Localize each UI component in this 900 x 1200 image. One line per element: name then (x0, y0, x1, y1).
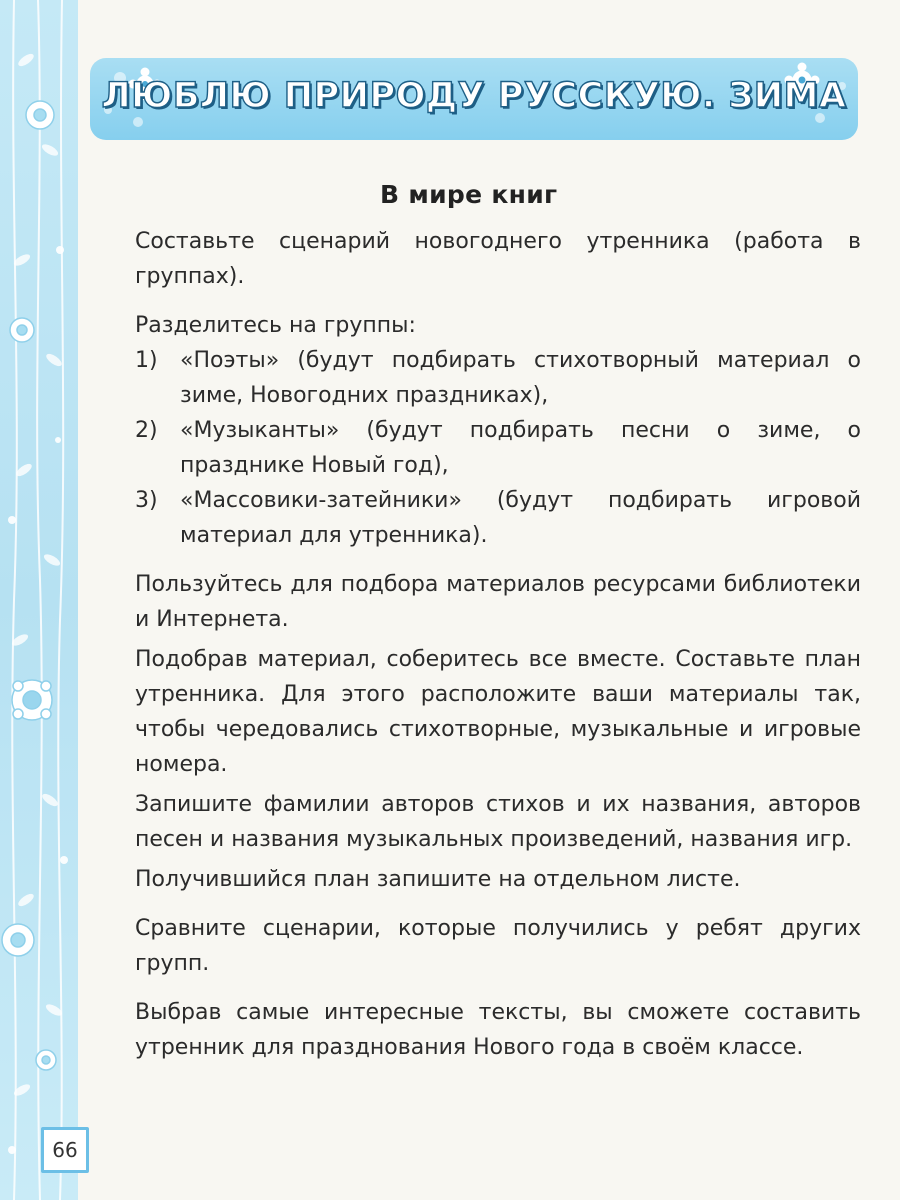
groups-lead: Разделитесь на группы: (135, 313, 416, 338)
chapter-title: ЛЮБЛЮ ПРИРОДУ РУССКУЮ. ЗИМА (101, 76, 847, 116)
write-plan-paragraph: Получившийся план запишите на отдельном листе. (135, 867, 741, 892)
list-item-number: 1) (135, 348, 158, 373)
plan-paragraph: Подобрав материал, соберитесь все вместе. Составьте план утренника. Для этого расположите ваши материалы так, чтобы чередовались стихотворные, музыкальные и игровые номера. (135, 647, 861, 777)
list-item-text: «Музыканты» (будут подбирать песни о зиме, о празднике Новый год), (180, 418, 861, 478)
compare-paragraph: Сравните сценарии, которые получились у ребят других групп. (135, 916, 861, 976)
list-item-text: «Массовики-затейники» (будут подбирать игровой материал для утренника). (180, 488, 861, 548)
list-item-number: 3) (135, 488, 158, 513)
intro-paragraph: Составьте сценарий новогоднего утренника (работа в группах). (135, 229, 861, 289)
groups-list (135, 343, 861, 553)
chapter-header (90, 58, 858, 140)
resources-paragraph: Пользуйтесь для подбора материалов ресурсами библиотеки и Интернета. (135, 572, 861, 632)
final-paragraph: Выбрав самые интересные тексты, вы сможете составить утренник для празднования Нового года в своём классе. (135, 1000, 861, 1060)
list-item-text: «Поэты» (будут подбирать стихотворный материал о зиме, Новогодних праздниках), (180, 348, 861, 408)
decorative-sidebar (0, 0, 78, 1200)
authors-paragraph: Запишите фамилии авторов стихов и их названия, авторов песен и названия музыкальных произведений, названия игр. (135, 792, 861, 852)
task-text (135, 224, 861, 1065)
list-item (135, 483, 861, 553)
floral-pattern-icon (0, 0, 78, 1200)
section-title: В мире книг (380, 180, 558, 209)
list-item (135, 413, 861, 483)
page-number: 66 (41, 1127, 89, 1173)
list-item (135, 343, 861, 413)
list-item-number: 2) (135, 418, 158, 443)
